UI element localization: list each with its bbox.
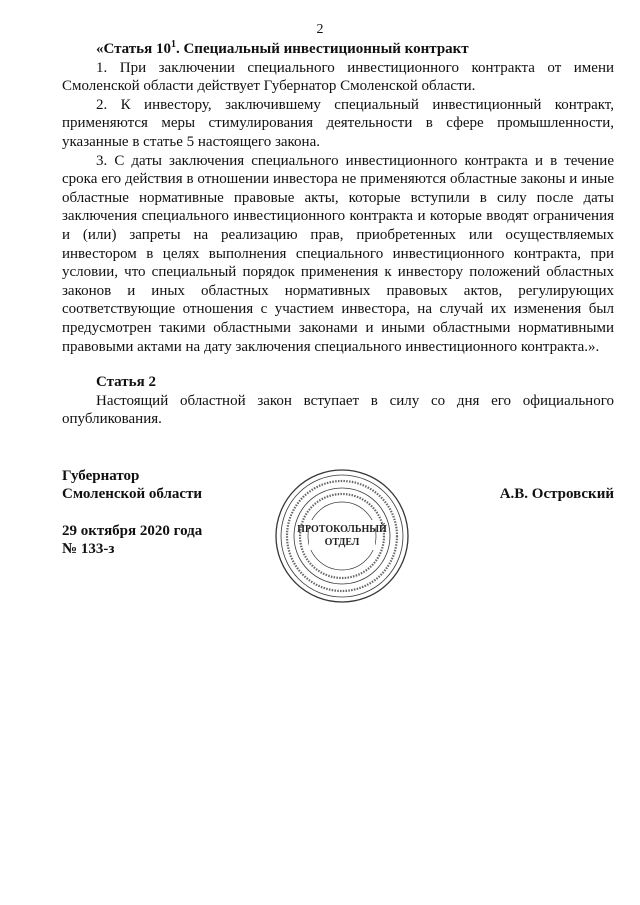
official-seal-stamp — [262, 466, 422, 606]
article-paragraph-1: 1. При заключении специального инвестиционного контракта от имени Смоленской области действует Губернатор Смоленской области. — [62, 59, 614, 95]
article-2-title: Статья 2 — [96, 374, 156, 391]
signatory-position-line2: Смоленской области — [62, 486, 203, 502]
law-number: № 133-з — [62, 541, 115, 557]
article-title-prefix: «Статья 10 — [96, 41, 171, 57]
page-number: 2 — [316, 22, 324, 37]
stamp-center-line2: ОТДЕЛ — [324, 537, 360, 548]
article-paragraph-3: 3. С даты заключения специального инвестиционного контракта и в течение срока его действия в отношении инвестора не применяются областные законы и иные областные нормативные правовые акты, которые вступили в силу после даты заключения специального инвестиционного контракта и которые вводят ограничения и (или) запреты на реализацию прав, приобретенных или осуществляемых инвестором в целях выполнения специального инвестиционного контракта, при условии, что специальный порядок применения к инвестору положений областных законов и иных областных нормативных правовых актов, регулирующих соответствующие отношения с участием инвестора, на случай их изменения был предусмотрен такими областными законами и иными областными нормативными правовыми актами на дату заключения специального инвестиционного контракта.». — [62, 152, 614, 355]
signatory-position-line1: Губернатор — [62, 468, 140, 484]
document-body — [62, 40, 614, 429]
signing-date-block — [62, 522, 202, 558]
signing-date: 29 октября 2020 года — [62, 523, 203, 539]
article-10-1-title — [96, 40, 614, 59]
article-2-text: Настоящий областной закон вступает в силу со дня его официального опубликования. — [62, 392, 614, 428]
stamp-center-line1: ПРОТОКОЛЬНЫЙ — [297, 524, 387, 535]
article-title-superscript: 1 — [170, 39, 176, 50]
article-title-rest: . Специальный инвестиционный контракт — [175, 41, 469, 57]
article-paragraph-2: 2. К инвестору, заключившему специальный инвестиционный контракт, применяются меры стимулирования деятельности в сфере промышленности, указанные в статье 5 настоящего закона. — [62, 96, 614, 150]
signatory-position — [62, 467, 202, 503]
signatory-name: А.В. Островский — [499, 486, 614, 502]
